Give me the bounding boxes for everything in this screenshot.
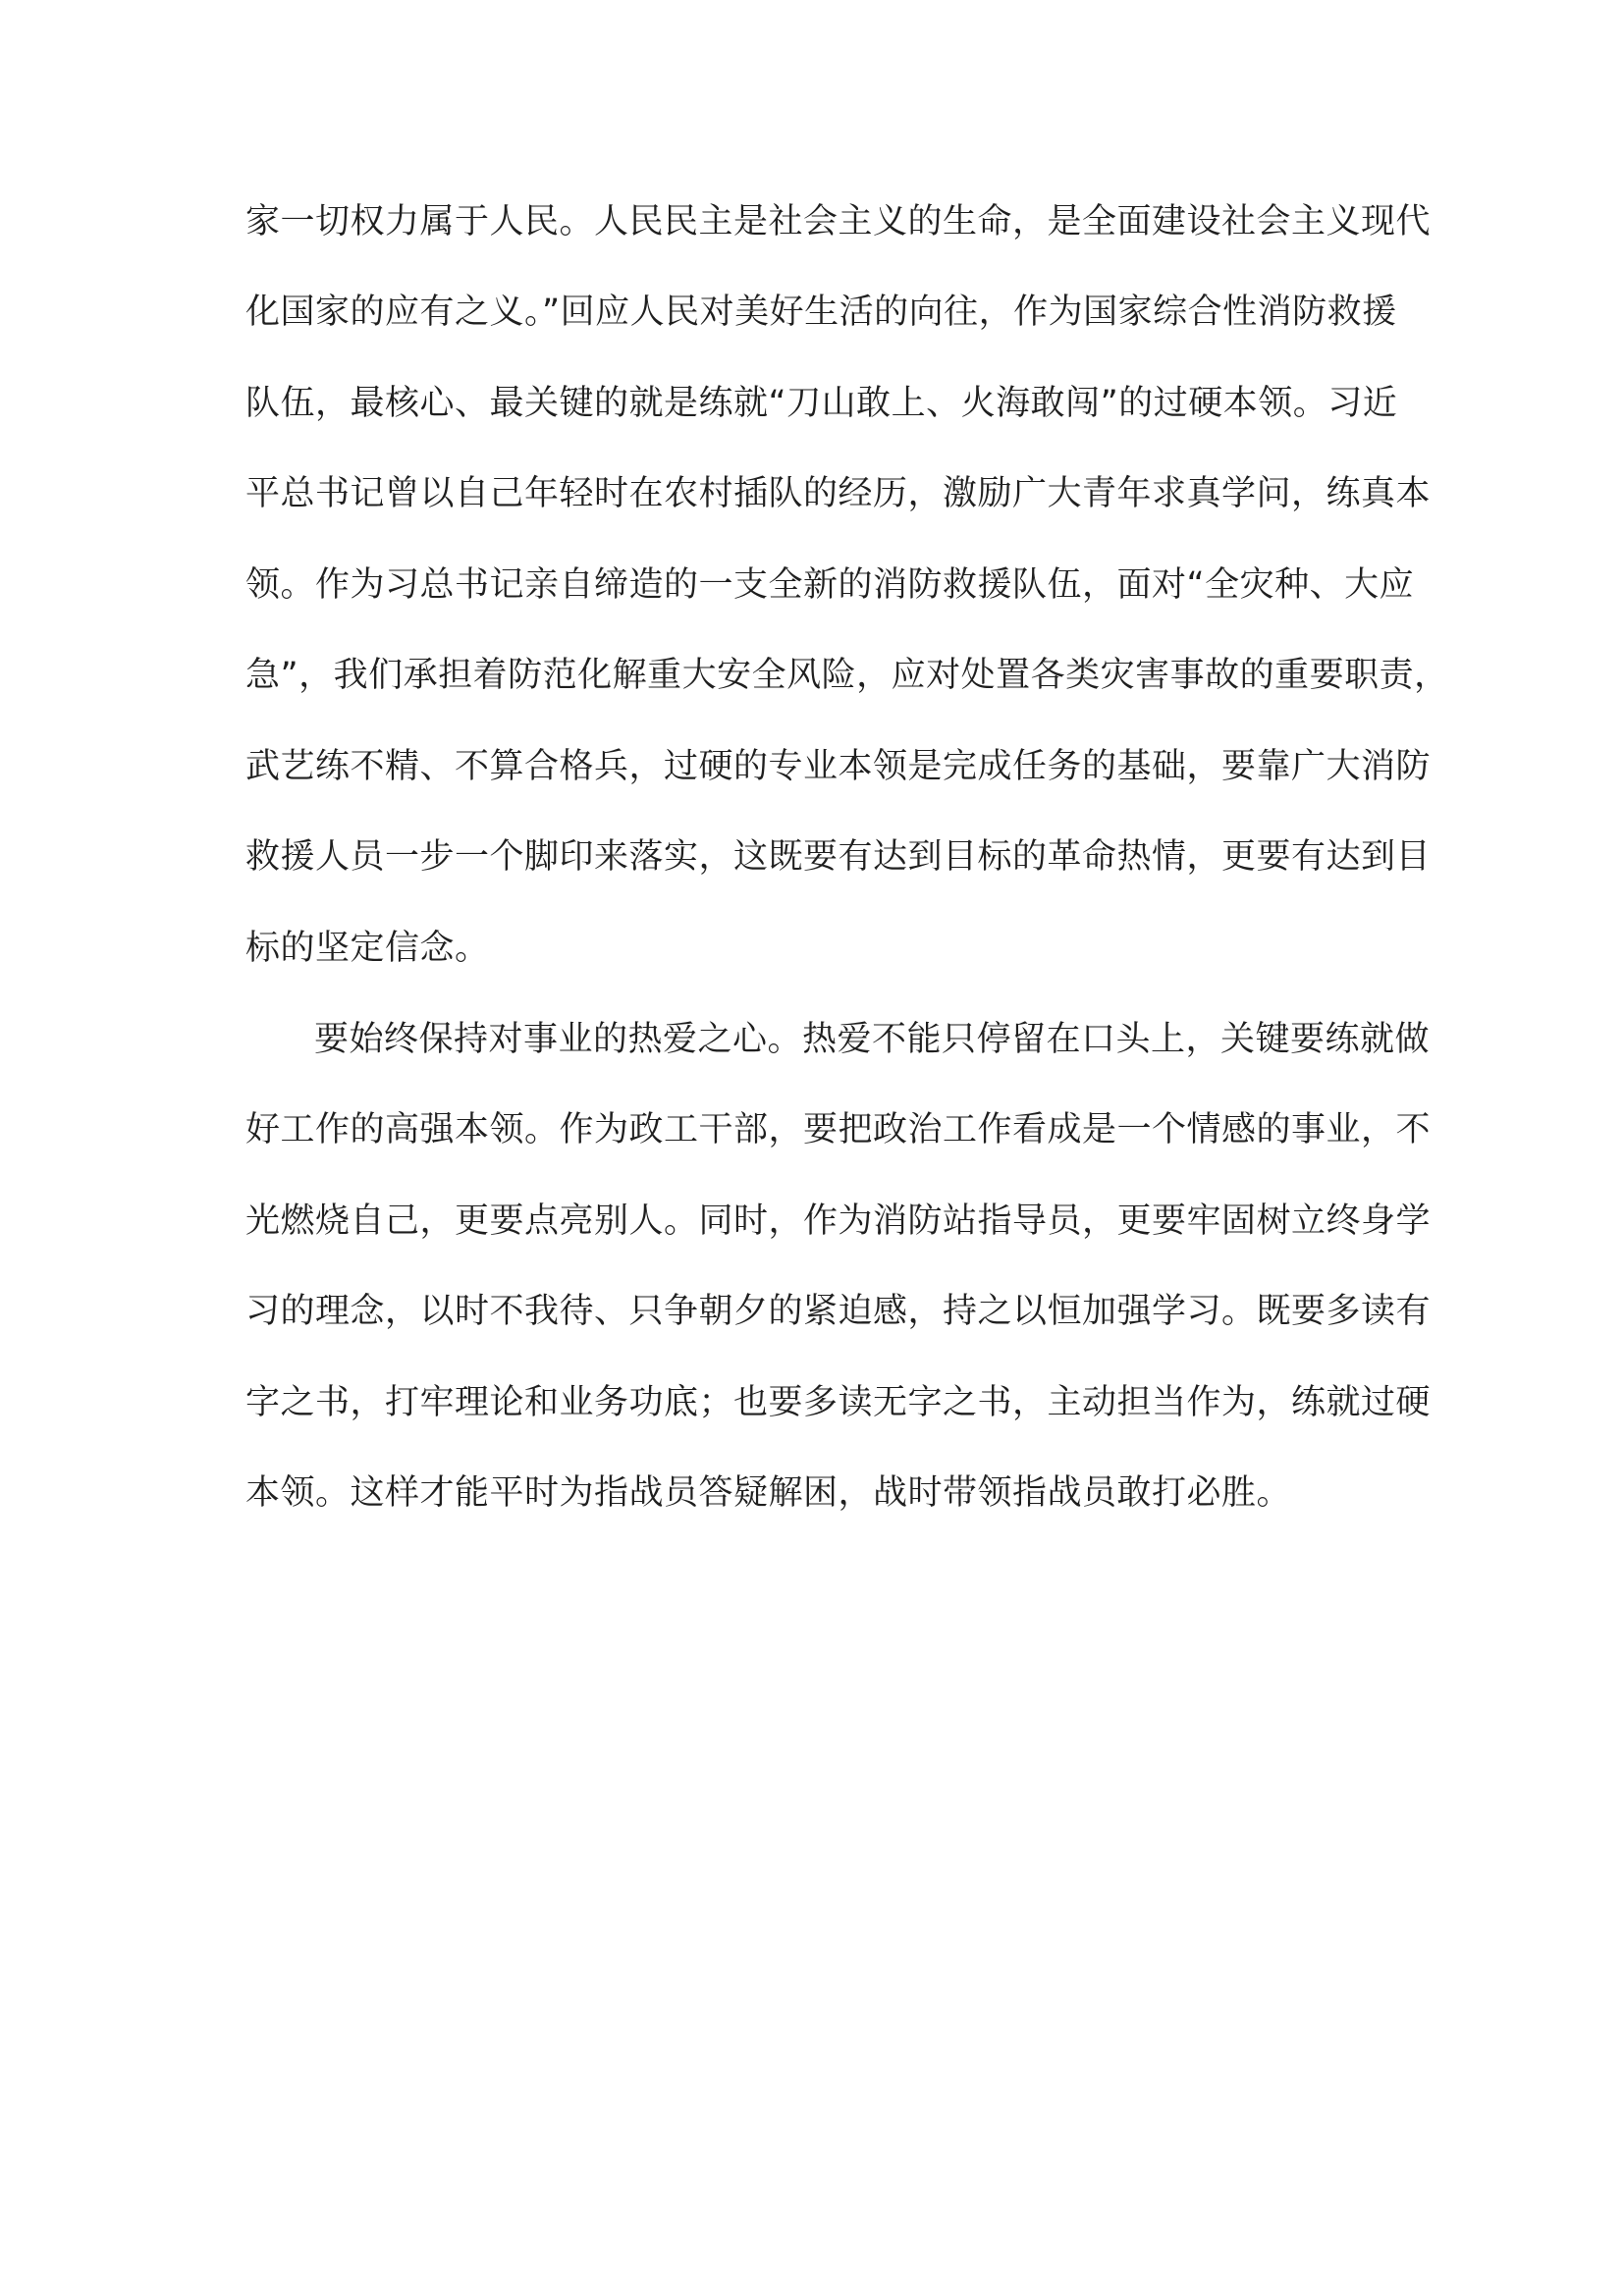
paragraph-line: 好工作的高强本领。作为政工干部，要把政治工作看成是一个情感的事业，不 — [245, 1110, 1432, 1149]
paragraph-line: 化国家的应有之义。”回应人民对美好生活的向往，作为国家综合性消防救援 — [245, 293, 1397, 332]
paragraph-line: 平总书记曾以自己年轻时在农村插队的经历，激励广大青年求真学问，练真本 — [245, 474, 1432, 513]
paragraph-line: 标的坚定信念。 — [245, 929, 490, 968]
paragraph-line: 救援人员一步一个脚印来落实，这既要有达到目标的革命热情，更要有达到目 — [245, 837, 1432, 877]
paragraph-line: 光燃烧自己，更要点亮别人。同时，作为消防站指导员，更要牢固树立终身学 — [245, 1201, 1432, 1241]
paragraph-line: 本领。这样才能平时为指战员答疑解困，战时带领指战员敢打必胜。 — [245, 1473, 1292, 1513]
paragraph-line: 武艺练不精、不算合格兵，过硬的专业本领是完成任务的基础，要靠广大消防 — [245, 747, 1432, 786]
paragraph-line: 队伍，最核心、最关键的就是练就“刀山敢上、火海敢闯”的过硬本领。习近 — [245, 384, 1398, 423]
paragraph-line: 急”，我们承担着防范化解重大安全风险，应对处置各类灾害事故的重要职责， — [245, 656, 1449, 695]
paragraph-line: 字之书，打牢理论和业务功底；也要多读无字之书，主动担当作为，练就过硬 — [245, 1383, 1432, 1422]
paragraph-line: 家一切权力属于人民。人民民主是社会主义的生命，是全面建设社会主义现代 — [245, 202, 1432, 241]
paragraph-line: 要始终保持对事业的热爱之心。热爱不能只停留在口头上，关键要练就做 — [314, 1020, 1431, 1059]
paragraph-line: 习的理念，以时不我待、只争朝夕的紧迫感，持之以恒加强学习。既要多读有 — [245, 1292, 1432, 1331]
paragraph-line: 领。作为习总书记亲自缔造的一支全新的消防救援队伍，面对“全灾种、大应 — [245, 565, 1415, 605]
